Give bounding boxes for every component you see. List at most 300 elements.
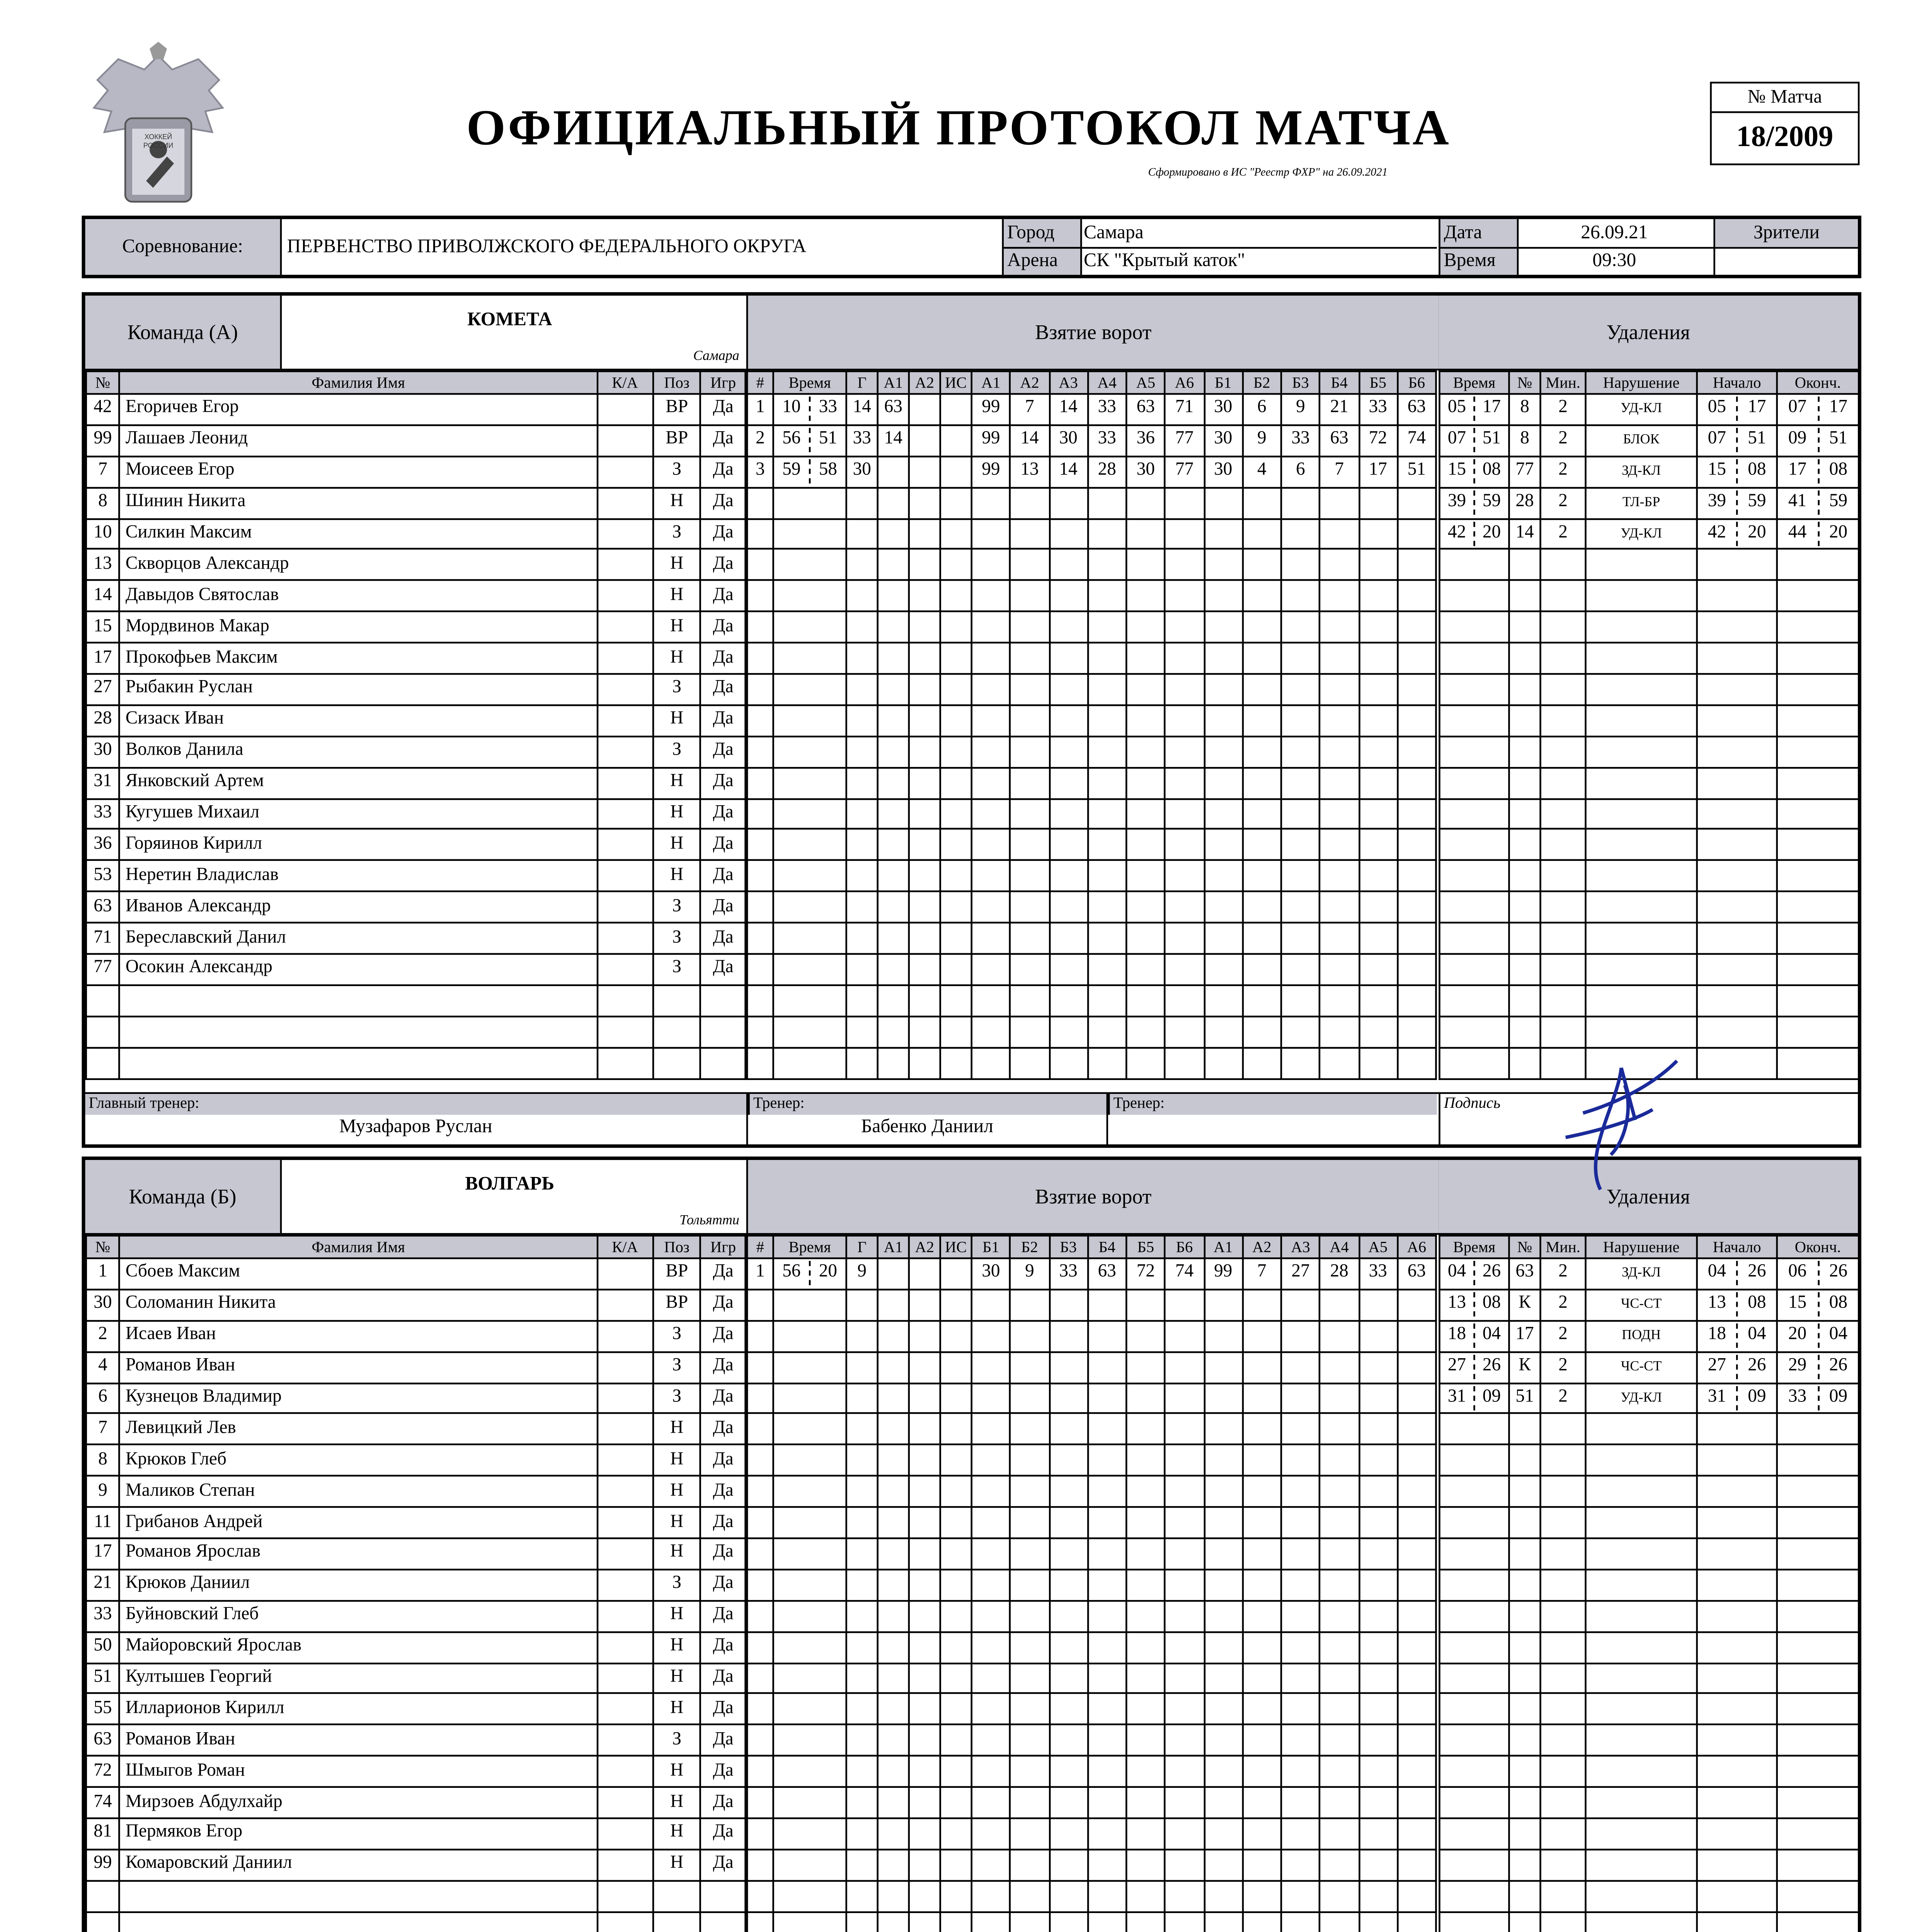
- player-role: [597, 549, 653, 581]
- player-number: 8: [86, 1445, 119, 1476]
- penalty-row: [1439, 1476, 1859, 1507]
- pen-time: [1439, 1476, 1509, 1507]
- pen-time: [1439, 1818, 1509, 1850]
- onice-player: [1204, 1352, 1243, 1383]
- onice-player: [1359, 1912, 1397, 1932]
- goal-scorer: [846, 1632, 878, 1663]
- onice-player: [1088, 581, 1126, 612]
- pen-time: [1439, 798, 1509, 830]
- onice-player: [1010, 923, 1049, 954]
- penalty-row: [1439, 1016, 1859, 1048]
- player-position: Н: [653, 1600, 701, 1632]
- penalty-row: [1439, 1383, 1859, 1414]
- pen-minutes: [1541, 736, 1586, 767]
- pen-start: [1697, 1016, 1777, 1048]
- goal-number: [747, 643, 773, 674]
- onice-player: [1359, 1600, 1397, 1632]
- player-name: Рыбакин Руслан: [119, 674, 597, 705]
- onice-player: [1010, 1352, 1049, 1383]
- arena-label: Арена: [1002, 249, 1082, 275]
- onice-player: [1010, 612, 1049, 643]
- goal-assist-1: [878, 612, 909, 643]
- goal-situation: [940, 1352, 972, 1383]
- onice-player: [1126, 892, 1165, 923]
- goal-scorer: [846, 1476, 878, 1507]
- player-role: [597, 1756, 653, 1787]
- onice-player: [1126, 1756, 1165, 1787]
- goal-assist-2: [909, 1570, 940, 1601]
- pen-time: [1439, 1663, 1509, 1694]
- onice-player: [1320, 1507, 1359, 1539]
- onice-player: [1397, 1476, 1436, 1507]
- onice-player: [1088, 1694, 1126, 1725]
- goal-scorer: [846, 487, 878, 519]
- player-position: З: [653, 954, 701, 985]
- goal-time: [773, 1663, 846, 1694]
- player-number: 17: [86, 1538, 119, 1570]
- pen-player: [1509, 1476, 1541, 1507]
- pen-time: [1439, 1320, 1509, 1352]
- onice-player: [1126, 1849, 1165, 1881]
- player-role: [597, 643, 653, 674]
- pen-player: [1509, 1507, 1541, 1539]
- pen-end: [1777, 1289, 1859, 1321]
- table-row: [86, 1570, 746, 1601]
- page-title: ОФИЦИАЛЬНЫЙ ПРОТОКОЛ МАТЧА: [466, 101, 1451, 157]
- pen-end: [1777, 1445, 1859, 1476]
- onice-player: [1010, 581, 1049, 612]
- goal-row: [747, 394, 1436, 425]
- player-role: [597, 705, 653, 736]
- player-number: 11: [86, 1507, 119, 1539]
- player-role: [597, 1787, 653, 1818]
- player-played: [701, 985, 746, 1016]
- player-played: Да: [701, 1289, 746, 1321]
- pen-start-sec: 17: [1748, 399, 1766, 418]
- onice-player: [1397, 1445, 1436, 1476]
- date: 26.09.21: [1581, 223, 1648, 244]
- goal-assist-1: [878, 1600, 909, 1632]
- onice-player: [1088, 1725, 1126, 1756]
- pen-player: [1509, 736, 1541, 767]
- pen-infraction: ЗД-КЛ: [1586, 456, 1697, 488]
- player-played: Да: [701, 1787, 746, 1818]
- pen-end: [1777, 1476, 1859, 1507]
- pen-minutes: [1541, 1600, 1586, 1632]
- goal-time: [773, 985, 846, 1016]
- player-role: [597, 923, 653, 954]
- onice-player: [1088, 1632, 1126, 1663]
- table-row: [86, 954, 746, 985]
- onice-player: [1049, 1912, 1088, 1932]
- onice-player: [1243, 892, 1281, 923]
- goal-row: [747, 1600, 1436, 1632]
- onice-player: [1010, 1600, 1049, 1632]
- onice-player: [1281, 1570, 1320, 1601]
- player-position: Н: [653, 1538, 701, 1570]
- goal-assist-1: [878, 1289, 909, 1321]
- onice-player: [1126, 1047, 1165, 1078]
- goal-time: [773, 830, 846, 861]
- goal-number: [747, 923, 773, 954]
- goal-time: [773, 736, 846, 767]
- onice-player: [1165, 1818, 1204, 1850]
- pen-end: [1777, 1756, 1859, 1787]
- onice-player: [1204, 830, 1243, 861]
- penalty-row: [1439, 612, 1859, 643]
- goal-scorer: [846, 830, 878, 861]
- player-name: Илларионов Кирилл: [119, 1694, 597, 1725]
- onice-player: [1204, 1047, 1243, 1078]
- goal-assist-2: [909, 1289, 940, 1321]
- onice-player: [1397, 954, 1436, 985]
- pen-time-sec: 26: [1482, 1357, 1501, 1376]
- onice-player: 33: [1281, 425, 1320, 456]
- goal-col: А2: [909, 1236, 940, 1259]
- onice-player: [1243, 1352, 1281, 1383]
- onice-player: [1088, 1818, 1126, 1850]
- onice-player: [1126, 1383, 1165, 1414]
- onice-player: [1049, 892, 1088, 923]
- goal-scorer: [846, 1570, 878, 1601]
- pen-time: [1439, 1632, 1509, 1663]
- pen-start: [1697, 1881, 1777, 1912]
- goal-number: [747, 487, 773, 519]
- pen-start-sec: 59: [1748, 492, 1766, 512]
- goal-number: [747, 1756, 773, 1787]
- onice-player: [1010, 1507, 1049, 1539]
- pen-end: [1777, 892, 1859, 923]
- onice-player: [1204, 1756, 1243, 1787]
- pen-col: Нарушение: [1586, 1236, 1697, 1259]
- onice-player: [1243, 581, 1281, 612]
- onice-player: [1320, 1787, 1359, 1818]
- pen-time: [1439, 581, 1509, 612]
- onice-player: [1088, 954, 1126, 985]
- onice-player: [1165, 1507, 1204, 1539]
- goal-assist-2: [909, 954, 940, 985]
- onice-col: Б1: [1204, 371, 1243, 394]
- onice-player: [1320, 1756, 1359, 1787]
- onice-player: [1165, 1352, 1204, 1383]
- onice-player: [1281, 830, 1320, 861]
- onice-player: [1049, 1725, 1088, 1756]
- pen-minutes: [1541, 923, 1586, 954]
- onice-player: [1049, 581, 1088, 612]
- player-name: Романов Иван: [119, 1725, 597, 1756]
- onice-col: Б3: [1281, 371, 1320, 394]
- player-played: Да: [701, 954, 746, 985]
- goal-assist-2: [909, 861, 940, 892]
- onice-player: [1320, 736, 1359, 767]
- team-a-section: [82, 292, 1861, 1148]
- player-role: [597, 1881, 653, 1912]
- goal-assist-1: [878, 549, 909, 581]
- player-role: [597, 861, 653, 892]
- goal-scorer: [846, 798, 878, 830]
- pen-player: [1509, 1725, 1541, 1756]
- table-row: [86, 674, 746, 705]
- pen-start-min: 31: [1698, 1386, 1738, 1410]
- pen-player: [1509, 767, 1541, 799]
- goal-assist-1: [878, 1320, 909, 1352]
- goal-assist-2: [909, 549, 940, 581]
- onice-player: 33: [1359, 1258, 1397, 1289]
- goal-situation: [940, 985, 972, 1016]
- pen-minutes: [1541, 861, 1586, 892]
- onice-player: [1088, 1320, 1126, 1352]
- goal-number: [747, 861, 773, 892]
- pen-player: [1509, 1849, 1541, 1881]
- goal-row: [747, 985, 1436, 1016]
- onice-player: [1243, 1787, 1281, 1818]
- pen-time-min: 31: [1440, 1386, 1475, 1410]
- goal-number: [747, 1570, 773, 1601]
- penalty-row: [1439, 487, 1859, 519]
- onice-player: [1049, 1570, 1088, 1601]
- onice-player: [1126, 1320, 1165, 1352]
- goal-situation: [940, 1445, 972, 1476]
- onice-player: [1359, 487, 1397, 519]
- pen-col: №: [1509, 1236, 1541, 1259]
- onice-player: 28: [1088, 456, 1126, 488]
- player-role: [597, 1600, 653, 1632]
- onice-player: 7: [1243, 1258, 1281, 1289]
- onice-player: [1320, 954, 1359, 985]
- onice-player: [1281, 1320, 1320, 1352]
- penalty-row: [1439, 736, 1859, 767]
- onice-player: [1049, 1507, 1088, 1539]
- player-number: [86, 1912, 119, 1932]
- pen-end: [1777, 1818, 1859, 1850]
- player-number: 4: [86, 1352, 119, 1383]
- onice-player: [1049, 549, 1088, 581]
- goal-number: [747, 1663, 773, 1694]
- pen-time: [1439, 1445, 1509, 1476]
- onice-player: [1088, 923, 1126, 954]
- teamB-name: ВОЛГАРЬ: [465, 1174, 555, 1195]
- player-role: [597, 1320, 653, 1352]
- pen-col: Мин.: [1541, 371, 1586, 394]
- onice-player: [1359, 1383, 1397, 1414]
- pen-time: [1439, 643, 1509, 674]
- pen-infraction: БЛОК: [1586, 425, 1697, 456]
- onice-player: [1204, 767, 1243, 799]
- onice-player: [1126, 1912, 1165, 1932]
- onice-player: [1204, 612, 1243, 643]
- teamB-roster-col: Игр: [701, 1236, 746, 1259]
- goal-scorer: [846, 1881, 878, 1912]
- onice-player: [1320, 1570, 1359, 1601]
- player-position: З: [653, 923, 701, 954]
- onice-player: [1320, 705, 1359, 736]
- onice-player: [1243, 1912, 1281, 1932]
- onice-player: [972, 736, 1010, 767]
- onice-player: 63: [1320, 425, 1359, 456]
- onice-player: [1010, 954, 1049, 985]
- onice-player: [1126, 1476, 1165, 1507]
- onice-player: [1243, 1414, 1281, 1445]
- goal-number: [747, 954, 773, 985]
- teamB-roster-col: К/А: [597, 1236, 653, 1259]
- goal-number: [747, 705, 773, 736]
- pen-start: [1697, 1352, 1777, 1383]
- onice-player: [1049, 643, 1088, 674]
- pen-end: [1777, 1258, 1859, 1289]
- onice-col: Б4: [1320, 371, 1359, 394]
- onice-player: 99: [972, 394, 1010, 425]
- pen-infraction: ПОДН: [1586, 1320, 1697, 1352]
- onice-player: 17: [1359, 456, 1397, 488]
- onice-player: [1010, 1725, 1049, 1756]
- goal-situation: [940, 581, 972, 612]
- player-played: Да: [701, 1818, 746, 1850]
- player-number: 30: [86, 736, 119, 767]
- pen-start-min: 13: [1698, 1293, 1738, 1317]
- goal-assist-2: [909, 1756, 940, 1787]
- goal-assist-1: [878, 892, 909, 923]
- onice-player: [1359, 1632, 1397, 1663]
- player-position: [653, 1016, 701, 1048]
- goal-assist-2: [909, 798, 940, 830]
- goal-situation: [940, 954, 972, 985]
- player-role: [597, 1818, 653, 1850]
- onice-player: [1243, 1694, 1281, 1725]
- player-played: Да: [701, 425, 746, 456]
- player-played: [701, 1912, 746, 1932]
- goal-assist-2: [909, 1725, 940, 1756]
- onice-player: [1397, 1289, 1436, 1321]
- goal-assist-2: [909, 1320, 940, 1352]
- onice-player: [1397, 1632, 1436, 1663]
- pen-end-min: 29: [1778, 1355, 1819, 1379]
- onice-player: [1165, 1787, 1204, 1818]
- pen-player: 14: [1509, 519, 1541, 550]
- goal-situation: [940, 798, 972, 830]
- onice-player: [1243, 954, 1281, 985]
- onice-player: [1359, 1289, 1397, 1321]
- onice-player: [1049, 1756, 1088, 1787]
- onice-player: [1049, 923, 1088, 954]
- onice-player: [1010, 1632, 1049, 1663]
- player-name: Егоричев Егор: [119, 394, 597, 425]
- pen-minutes: 2: [1541, 519, 1586, 550]
- onice-player: [1126, 923, 1165, 954]
- player-played: Да: [701, 581, 746, 612]
- pen-start: [1697, 674, 1777, 705]
- onice-player: [1359, 643, 1397, 674]
- player-played: Да: [701, 798, 746, 830]
- goal-scorer: [846, 1016, 878, 1048]
- pen-time: [1439, 674, 1509, 705]
- goal-row: [747, 425, 1436, 456]
- onice-player: [1204, 1016, 1243, 1048]
- pen-infraction: [1586, 798, 1697, 830]
- table-row: [86, 1694, 746, 1725]
- onice-player: 63: [1397, 1258, 1436, 1289]
- goal-assist-2: [909, 985, 940, 1016]
- pen-start-min: 05: [1698, 397, 1738, 422]
- player-number: 30: [86, 1289, 119, 1321]
- goal-time: [773, 1445, 846, 1476]
- onice-player: 72: [1126, 1258, 1165, 1289]
- pen-start: [1697, 425, 1777, 456]
- onice-player: 77: [1165, 425, 1204, 456]
- teamA-penalties: [1439, 371, 1859, 1080]
- goal-situation: [940, 892, 972, 923]
- goal-assist-2: [909, 581, 940, 612]
- goal-situation: [940, 549, 972, 581]
- player-position: Н: [653, 1818, 701, 1850]
- onice-player: [1397, 892, 1436, 923]
- onice-col: А4: [1088, 371, 1126, 394]
- onice-player: [1243, 923, 1281, 954]
- player-number: 7: [86, 456, 119, 488]
- pen-infraction: [1586, 1912, 1697, 1932]
- signature-label: Подпись: [1439, 1094, 1863, 1146]
- penalty-row: [1439, 1538, 1859, 1570]
- head-coach: Музафаров Руслан: [339, 1116, 492, 1138]
- pen-minutes: [1541, 954, 1586, 985]
- goal-row: [747, 1756, 1436, 1787]
- player-position: Н: [653, 612, 701, 643]
- pen-minutes: [1541, 1756, 1586, 1787]
- pen-end: [1777, 767, 1859, 799]
- pen-start: [1697, 456, 1777, 488]
- pen-col: Начало: [1697, 371, 1777, 394]
- player-played: Да: [701, 1538, 746, 1570]
- player-role: [597, 1047, 653, 1078]
- goal-number: [747, 1538, 773, 1570]
- goal-situation: [940, 519, 972, 550]
- pen-infraction: [1586, 1881, 1697, 1912]
- goal-assist-1: [878, 830, 909, 861]
- onice-player: [1088, 1383, 1126, 1414]
- teamA-goals-header: Взятие ворот: [746, 296, 1440, 369]
- pen-time: [1439, 736, 1509, 767]
- player-played: Да: [701, 519, 746, 550]
- onice-player: [1010, 1016, 1049, 1048]
- teamA-roster-col: Поз: [653, 371, 701, 394]
- pen-end: [1777, 1507, 1859, 1539]
- penalty-row: [1439, 1289, 1859, 1321]
- onice-player: [1165, 798, 1204, 830]
- onice-player: [1204, 1507, 1243, 1539]
- pen-player: [1509, 830, 1541, 861]
- goal-row: [747, 1352, 1436, 1383]
- onice-player: [1165, 1538, 1204, 1570]
- goal-row: [747, 861, 1436, 892]
- goal-number: [747, 1016, 773, 1048]
- pen-start-min: 18: [1698, 1324, 1738, 1348]
- onice-player: [1243, 736, 1281, 767]
- goal-scorer: [846, 1507, 878, 1539]
- table-row: [86, 1047, 746, 1078]
- goal-time: [773, 892, 846, 923]
- goal-scorer: [846, 1600, 878, 1632]
- goal-assist-1: [878, 1352, 909, 1383]
- goal-situation: [940, 923, 972, 954]
- onice-player: [1049, 1289, 1088, 1321]
- onice-player: [1049, 1047, 1088, 1078]
- pen-start: [1697, 830, 1777, 861]
- pen-time-min: 18: [1440, 1324, 1475, 1348]
- coach-1: Бабенко Даниил: [861, 1116, 994, 1138]
- goal-time: [773, 923, 846, 954]
- pen-time-sec: 20: [1482, 523, 1501, 543]
- player-role: [597, 581, 653, 612]
- goal-situation: [940, 1632, 972, 1663]
